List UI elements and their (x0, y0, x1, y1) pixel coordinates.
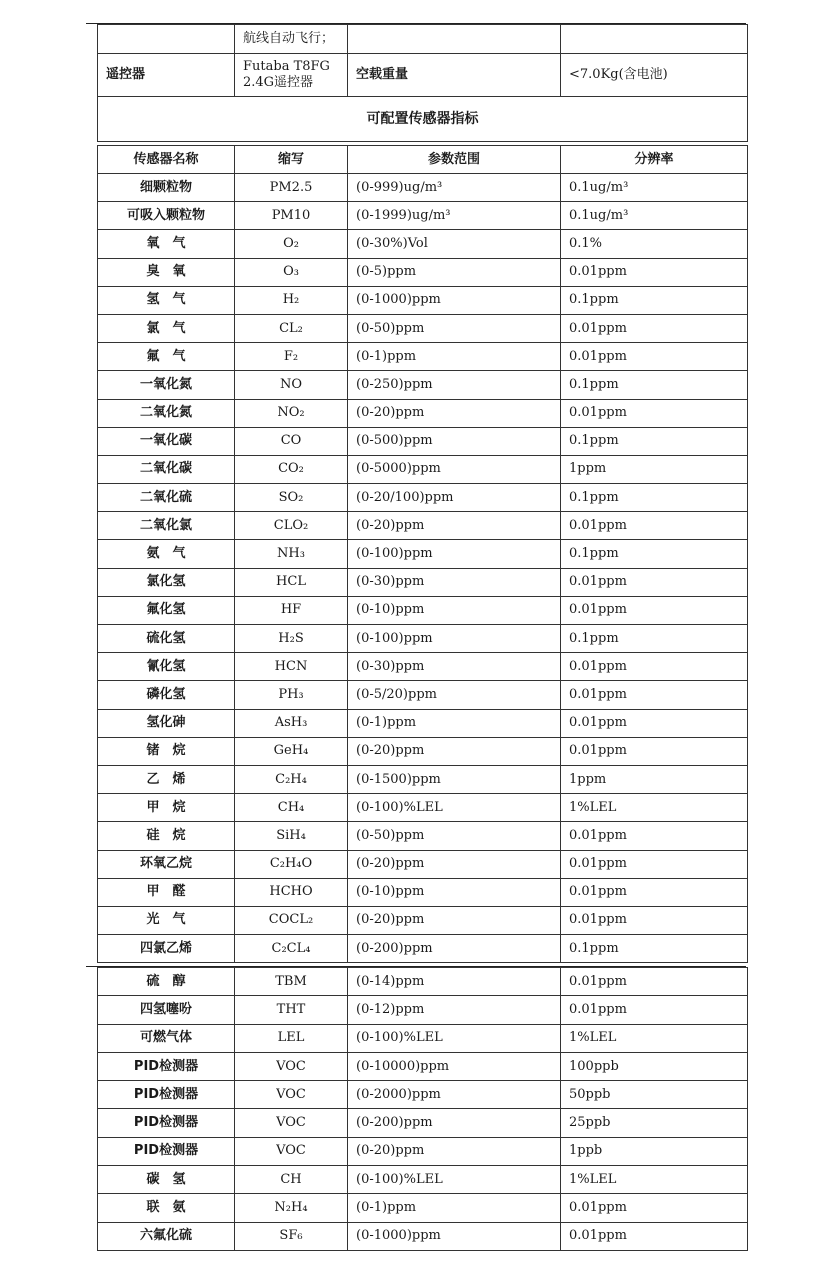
sensor-name: 联 氨 (98, 1194, 235, 1222)
sensor-abbr: TBM (235, 968, 348, 996)
sensor-range: (0-10)ppm (348, 596, 561, 624)
sensor-range: (0-100)ppm (348, 625, 561, 653)
sensor-resolution: 1ppm (561, 765, 748, 793)
sensor-name: 碳 氢 (98, 1166, 235, 1194)
sensor-abbr: CLO₂ (235, 512, 348, 540)
sensor-range: (0-20)ppm (348, 737, 561, 765)
sensor-resolution: 0.01ppm (561, 512, 748, 540)
sensor-abbr: C₂CL₄ (235, 935, 348, 963)
sensor-abbr: H₂ (235, 286, 348, 314)
sensor-abbr: PH₃ (235, 681, 348, 709)
spec-row-remote-controller (98, 54, 748, 97)
table-row (98, 625, 748, 653)
sensor-name: 硫 醇 (98, 968, 235, 996)
table-row (98, 850, 748, 878)
sensor-range: (0-20)ppm (348, 1137, 561, 1165)
sensor-range: (0-2000)ppm (348, 1081, 561, 1109)
table-row (98, 1109, 748, 1137)
sensor-range: (0-30%)Vol (348, 230, 561, 258)
sensor-abbr: THT (235, 996, 348, 1024)
sensor-resolution: 0.1% (561, 230, 748, 258)
sensor-range: (0-20)ppm (348, 399, 561, 427)
table-row (98, 1222, 748, 1250)
sensor-abbr: O₂ (235, 230, 348, 258)
sensor-range: (0-200)ppm (348, 935, 561, 963)
sensor-resolution: 0.01ppm (561, 1194, 748, 1222)
sensor-abbr: N₂H₄ (235, 1194, 348, 1222)
sensor-resolution: 0.01ppm (561, 314, 748, 342)
sensor-resolution: 100ppb (561, 1052, 748, 1080)
sensor-name: 甲 烷 (98, 794, 235, 822)
table-row (98, 765, 748, 793)
sensor-resolution: 1%LEL (561, 1024, 748, 1052)
sensor-resolution: 0.01ppm (561, 258, 748, 286)
table-row (98, 996, 748, 1024)
sensor-resolution: 0.01ppm (561, 653, 748, 681)
sensor-abbr: CH (235, 1166, 348, 1194)
sensor-resolution: 0.01ppm (561, 596, 748, 624)
sensor-name: 一氧化碳 (98, 427, 235, 455)
sensor-name: 环氧乙烷 (98, 850, 235, 878)
table-row (98, 596, 748, 624)
sensor-resolution: 0.1ppm (561, 935, 748, 963)
table-row (98, 484, 748, 512)
table-row (98, 935, 748, 963)
sensor-abbr: AsH₃ (235, 709, 348, 737)
sensor-abbr: CL₂ (235, 314, 348, 342)
sensor-name: PID检测器 (98, 1137, 235, 1165)
sensor-name: 四氯乙烯 (98, 935, 235, 963)
sensor-name: 甲 醛 (98, 878, 235, 906)
sensor-abbr: PM2.5 (235, 174, 348, 202)
sensor-abbr: O₃ (235, 258, 348, 286)
sensor-table-continued (97, 967, 748, 1251)
sensor-range: (0-100)%LEL (348, 794, 561, 822)
table-row (98, 230, 748, 258)
sensor-range: (0-50)ppm (348, 822, 561, 850)
table-row (98, 540, 748, 568)
spec-label-remote: 遥控器 (98, 54, 235, 97)
sensor-name: 乙 烯 (98, 765, 235, 793)
table-row (98, 371, 748, 399)
sensor-resolution: 0.1ppm (561, 625, 748, 653)
sensor-abbr: VOC (235, 1109, 348, 1137)
sensor-resolution: 0.01ppm (561, 906, 748, 934)
sensor-resolution: 0.01ppm (561, 737, 748, 765)
sensor-resolution: 0.1ppm (561, 427, 748, 455)
sensor-name: 二氧化氯 (98, 512, 235, 540)
sensor-abbr: C₂H₄O (235, 850, 348, 878)
sensor-abbr: C₂H₄ (235, 765, 348, 793)
spec-value-weight: <7.0Kg(含电池) (561, 54, 748, 97)
table-row (98, 906, 748, 934)
sensor-abbr: SF₆ (235, 1222, 348, 1250)
sensor-range: (0-20)ppm (348, 850, 561, 878)
sensor-name: 二氧化硫 (98, 484, 235, 512)
sensor-range: (0-30)ppm (348, 653, 561, 681)
table-row (98, 1081, 748, 1109)
sensor-abbr: SiH₄ (235, 822, 348, 850)
sensor-abbr: NH₃ (235, 540, 348, 568)
sensor-resolution: 0.01ppm (561, 681, 748, 709)
sensor-range: (0-1999)ug/m³ (348, 202, 561, 230)
table-row (98, 1137, 748, 1165)
table-row (98, 968, 748, 996)
sensor-range: (0-1000)ppm (348, 286, 561, 314)
table-row (98, 1166, 748, 1194)
sensor-resolution: 0.1ppm (561, 371, 748, 399)
sensor-abbr: VOC (235, 1137, 348, 1165)
table-row (98, 399, 748, 427)
spec-row-route-flight (98, 25, 748, 54)
sensor-resolution: 0.01ppm (561, 822, 748, 850)
sensor-name: 光 气 (98, 906, 235, 934)
sensor-name: 氯 气 (98, 314, 235, 342)
table-row (98, 343, 748, 371)
sensor-resolution: 0.01ppm (561, 968, 748, 996)
sensor-range: (0-1)ppm (348, 709, 561, 737)
spec-and-sensor-table (97, 24, 748, 142)
table-row (98, 568, 748, 596)
sensor-resolution: 0.01ppm (561, 850, 748, 878)
sensor-abbr: GeH₄ (235, 737, 348, 765)
sensor-resolution: 1ppb (561, 1137, 748, 1165)
sensor-resolution: 0.1ppm (561, 286, 748, 314)
sensor-abbr: NO (235, 371, 348, 399)
spec-cell-2: 航线自动飞行； (235, 25, 348, 54)
sensor-range: (0-100)%LEL (348, 1024, 561, 1052)
sensor-resolution: 0.01ppm (561, 709, 748, 737)
sensor-abbr: HCN (235, 653, 348, 681)
sensor-range: (0-10000)ppm (348, 1052, 561, 1080)
table-row (98, 314, 748, 342)
sensor-range: (0-1)ppm (348, 1194, 561, 1222)
table-row (98, 1024, 748, 1052)
sensor-resolution: 25ppb (561, 1109, 748, 1137)
sensor-range: (0-12)ppm (348, 996, 561, 1024)
sensor-range: (0-1000)ppm (348, 1222, 561, 1250)
sensor-abbr: NO₂ (235, 399, 348, 427)
table-row (98, 737, 748, 765)
sensor-resolution: 1ppm (561, 455, 748, 483)
sensor-range: (0-10)ppm (348, 878, 561, 906)
table-row (98, 681, 748, 709)
header-abbr: 缩写 (235, 146, 348, 174)
header-range: 参数范围 (348, 146, 561, 174)
sensor-name: 硫化氢 (98, 625, 235, 653)
sensor-name: 六氟化硫 (98, 1222, 235, 1250)
sensor-range: (0-250)ppm (348, 371, 561, 399)
sensor-resolution: 0.01ppm (561, 343, 748, 371)
sensor-resolution: 50ppb (561, 1081, 748, 1109)
sensor-section-title-row (98, 97, 748, 142)
sensor-header-row (98, 146, 748, 174)
table-row (98, 709, 748, 737)
sensor-name: 二氧化碳 (98, 455, 235, 483)
sensor-resolution: 1%LEL (561, 794, 748, 822)
sensor-name: 可吸入颗粒物 (98, 202, 235, 230)
sensor-resolution: 0.01ppm (561, 1222, 748, 1250)
sensor-abbr: SO₂ (235, 484, 348, 512)
table-row (98, 202, 748, 230)
sensor-name: 氰化氢 (98, 653, 235, 681)
sensor-resolution: 1%LEL (561, 1166, 748, 1194)
table-row (98, 512, 748, 540)
sensor-table (97, 145, 748, 963)
table-row (98, 653, 748, 681)
sensor-resolution: 0.1ppm (561, 540, 748, 568)
sensor-range: (0-50)ppm (348, 314, 561, 342)
table-row (98, 1052, 748, 1080)
spec-cell-3 (348, 25, 561, 54)
sensor-abbr: H₂S (235, 625, 348, 653)
sensor-range: (0-5)ppm (348, 258, 561, 286)
sensor-resolution: 0.01ppm (561, 568, 748, 596)
sensor-abbr: CO₂ (235, 455, 348, 483)
sensor-range: (0-30)ppm (348, 568, 561, 596)
table-row (98, 427, 748, 455)
sensor-name: 氧 气 (98, 230, 235, 258)
sensor-name: 氢化砷 (98, 709, 235, 737)
sensor-name: PID检测器 (98, 1109, 235, 1137)
sensor-abbr: LEL (235, 1024, 348, 1052)
sensor-abbr: COCL₂ (235, 906, 348, 934)
sensor-name: 氟化氢 (98, 596, 235, 624)
sensor-range: (0-14)ppm (348, 968, 561, 996)
sensor-name: 细颗粒物 (98, 174, 235, 202)
sensor-abbr: HCHO (235, 878, 348, 906)
sensor-range: (0-20)ppm (348, 512, 561, 540)
table-row (98, 455, 748, 483)
sensor-abbr: CH₄ (235, 794, 348, 822)
table-row (98, 174, 748, 202)
sensor-abbr: HF (235, 596, 348, 624)
sensor-name: 锗 烷 (98, 737, 235, 765)
table-row (98, 1194, 748, 1222)
sensor-name: 一氧化氮 (98, 371, 235, 399)
spec-label-weight: 空载重量 (348, 54, 561, 97)
sensor-range: (0-999)ug/m³ (348, 174, 561, 202)
spec-value-remote: Futaba T8FG 2.4G遥控器 (235, 54, 348, 97)
sensor-name: 氢 气 (98, 286, 235, 314)
sensor-range: (0-200)ppm (348, 1109, 561, 1137)
sensor-range: (0-100)%LEL (348, 1166, 561, 1194)
sensor-section-title: 可配置传感器指标 (98, 97, 748, 142)
table-row (98, 286, 748, 314)
sensor-name: 氨 气 (98, 540, 235, 568)
sensor-name: 磷化氢 (98, 681, 235, 709)
sensor-name: 臭 氧 (98, 258, 235, 286)
sensor-range: (0-100)ppm (348, 540, 561, 568)
table-row (98, 258, 748, 286)
table-row (98, 878, 748, 906)
table-row (98, 794, 748, 822)
spec-cell-4 (561, 25, 748, 54)
sensor-range: (0-20/100)ppm (348, 484, 561, 512)
sensor-range: (0-5/20)ppm (348, 681, 561, 709)
sensor-name: PID检测器 (98, 1052, 235, 1080)
sensor-resolution: 0.01ppm (561, 399, 748, 427)
sensor-abbr: VOC (235, 1052, 348, 1080)
spec-cell-1 (98, 25, 235, 54)
sensor-resolution: 0.1ug/m³ (561, 202, 748, 230)
sensor-name: 可燃气体 (98, 1024, 235, 1052)
sensor-abbr: HCL (235, 568, 348, 596)
sensor-abbr: CO (235, 427, 348, 455)
sensor-abbr: VOC (235, 1081, 348, 1109)
sensor-resolution: 0.01ppm (561, 878, 748, 906)
sensor-abbr: PM10 (235, 202, 348, 230)
sensor-resolution: 0.1ug/m³ (561, 174, 748, 202)
sensor-name: 二氧化氮 (98, 399, 235, 427)
sensor-name: 四氢噻吩 (98, 996, 235, 1024)
sensor-range: (0-1500)ppm (348, 765, 561, 793)
sensor-name: 氟 气 (98, 343, 235, 371)
sensor-name: PID检测器 (98, 1081, 235, 1109)
sensor-range: (0-1)ppm (348, 343, 561, 371)
header-name: 传感器名称 (98, 146, 235, 174)
sensor-name: 氯化氢 (98, 568, 235, 596)
sensor-resolution: 0.01ppm (561, 996, 748, 1024)
table-row (98, 822, 748, 850)
sensor-resolution: 0.1ppm (561, 484, 748, 512)
sensor-name: 硅 烷 (98, 822, 235, 850)
header-resolution: 分辨率 (561, 146, 748, 174)
sensor-range: (0-20)ppm (348, 906, 561, 934)
sensor-range: (0-5000)ppm (348, 455, 561, 483)
sensor-range: (0-500)ppm (348, 427, 561, 455)
sensor-abbr: F₂ (235, 343, 348, 371)
